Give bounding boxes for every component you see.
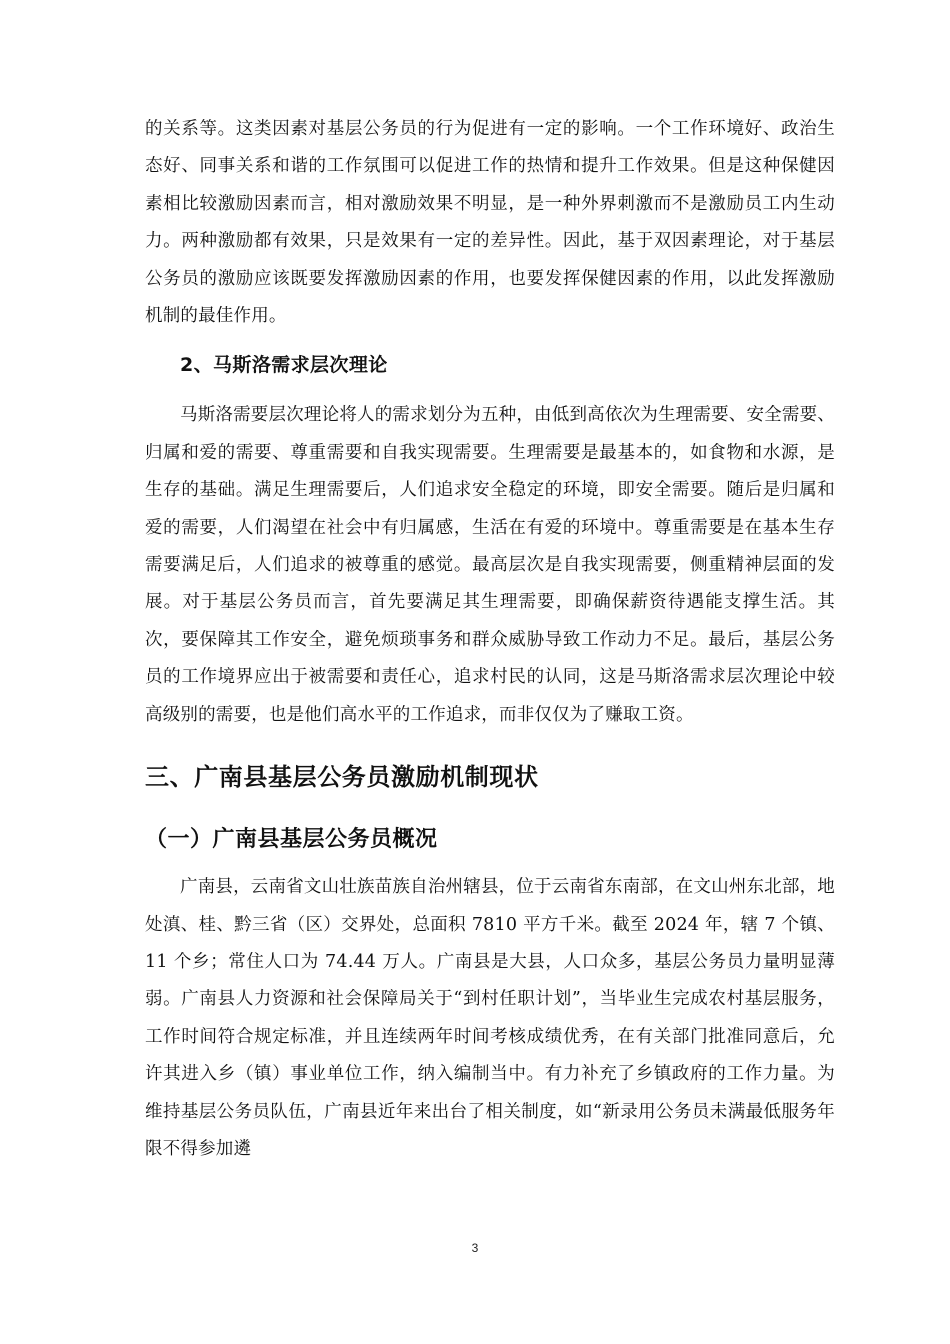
page-number: 3: [471, 1241, 479, 1255]
paragraph-two-factor-conclusion: 的关系等。这类因素对基层公务员的行为促进有一定的影响。一个工作环境好、政治生态好、同事关系和谐的工作氛围可以促进工作的热情和提升工作效果。但是这种保健因素相比较激励因素而言，相对激励效果不明显，是一种外界刺激而不是激励员工内生动力。两种激励都有效果，只是效果有一定的差异性。因此，基于双因素理论，对于基层公务员的激励应该既要发挥激励因素的作用，也要发挥保健因素的作用，以此发挥激励机制的最佳作用。: [145, 119, 835, 327]
subsection-heading-overview: （一）广南县基层公务员概况: [145, 827, 438, 853]
page-body: [145, 111, 835, 1168]
subheading-maslow-theory: 2、马斯洛需求层次理论: [180, 354, 388, 377]
paragraph-guangnan-overview: 广南县，云南省文山壮族苗族自治州辖县，位于云南省东南部，在文山州东北部，地处滇、桂、黔三省（区）交界处，总面积 7810 平方千米。截至 2024 年，辖 7 个镇、11 个乡；常住人口为 74.44 万人。广南县是大县，人口众多，基层公务员力量明显薄弱。广南县人力资源和社会保障局关于“到村任职计划”，当毕业生完成农村基层服务，工作时间符合规定标准，并且连续两年时间考核成绩优秀，在有关部门批准同意后，允许其进入乡（镇）事业单位工作，纳入编制当中。有力补充了乡镇政府的工作力量。为维持基层公务员队伍，广南县近年来出台了相关制度，如“新录用公务员未满最低服务年限不得参加遴: [145, 877, 835, 1159]
paragraph-maslow-theory: 马斯洛需要层次理论将人的需求划分为五种，由低到高依次为生理需要、安全需要、归属和爱的需要、尊重需要和自我实现需要。生理需要是最基本的，如食物和水源，是生存的基础。满足生理需要后，人们追求安全稳定的环境，即安全需要。随后是归属和爱的需要，人们渴望在社会中有归属感，生活在有爱的环境中。尊重需要是在基本生存需要满足后，人们追求的被尊重的感觉。最高层次是自我实现需要，侧重精神层面的发展。对于基层公务员而言，首先要满足其生理需要，即确保薪资待遇能支撑生活。其次，要保障其工作安全，避免烦琐事务和群众威胁导致工作动力不足。最后，基层公务员的工作境界应出于被需要和责任心，追求村民的认同，这是马斯洛需求层次理论中较高级别的需要，也是他们高水平的工作追求，而非仅仅为了赚取工资。: [145, 405, 835, 725]
section-heading-incentive-status: 三、广南县基层公务员激励机制现状: [145, 763, 539, 792]
